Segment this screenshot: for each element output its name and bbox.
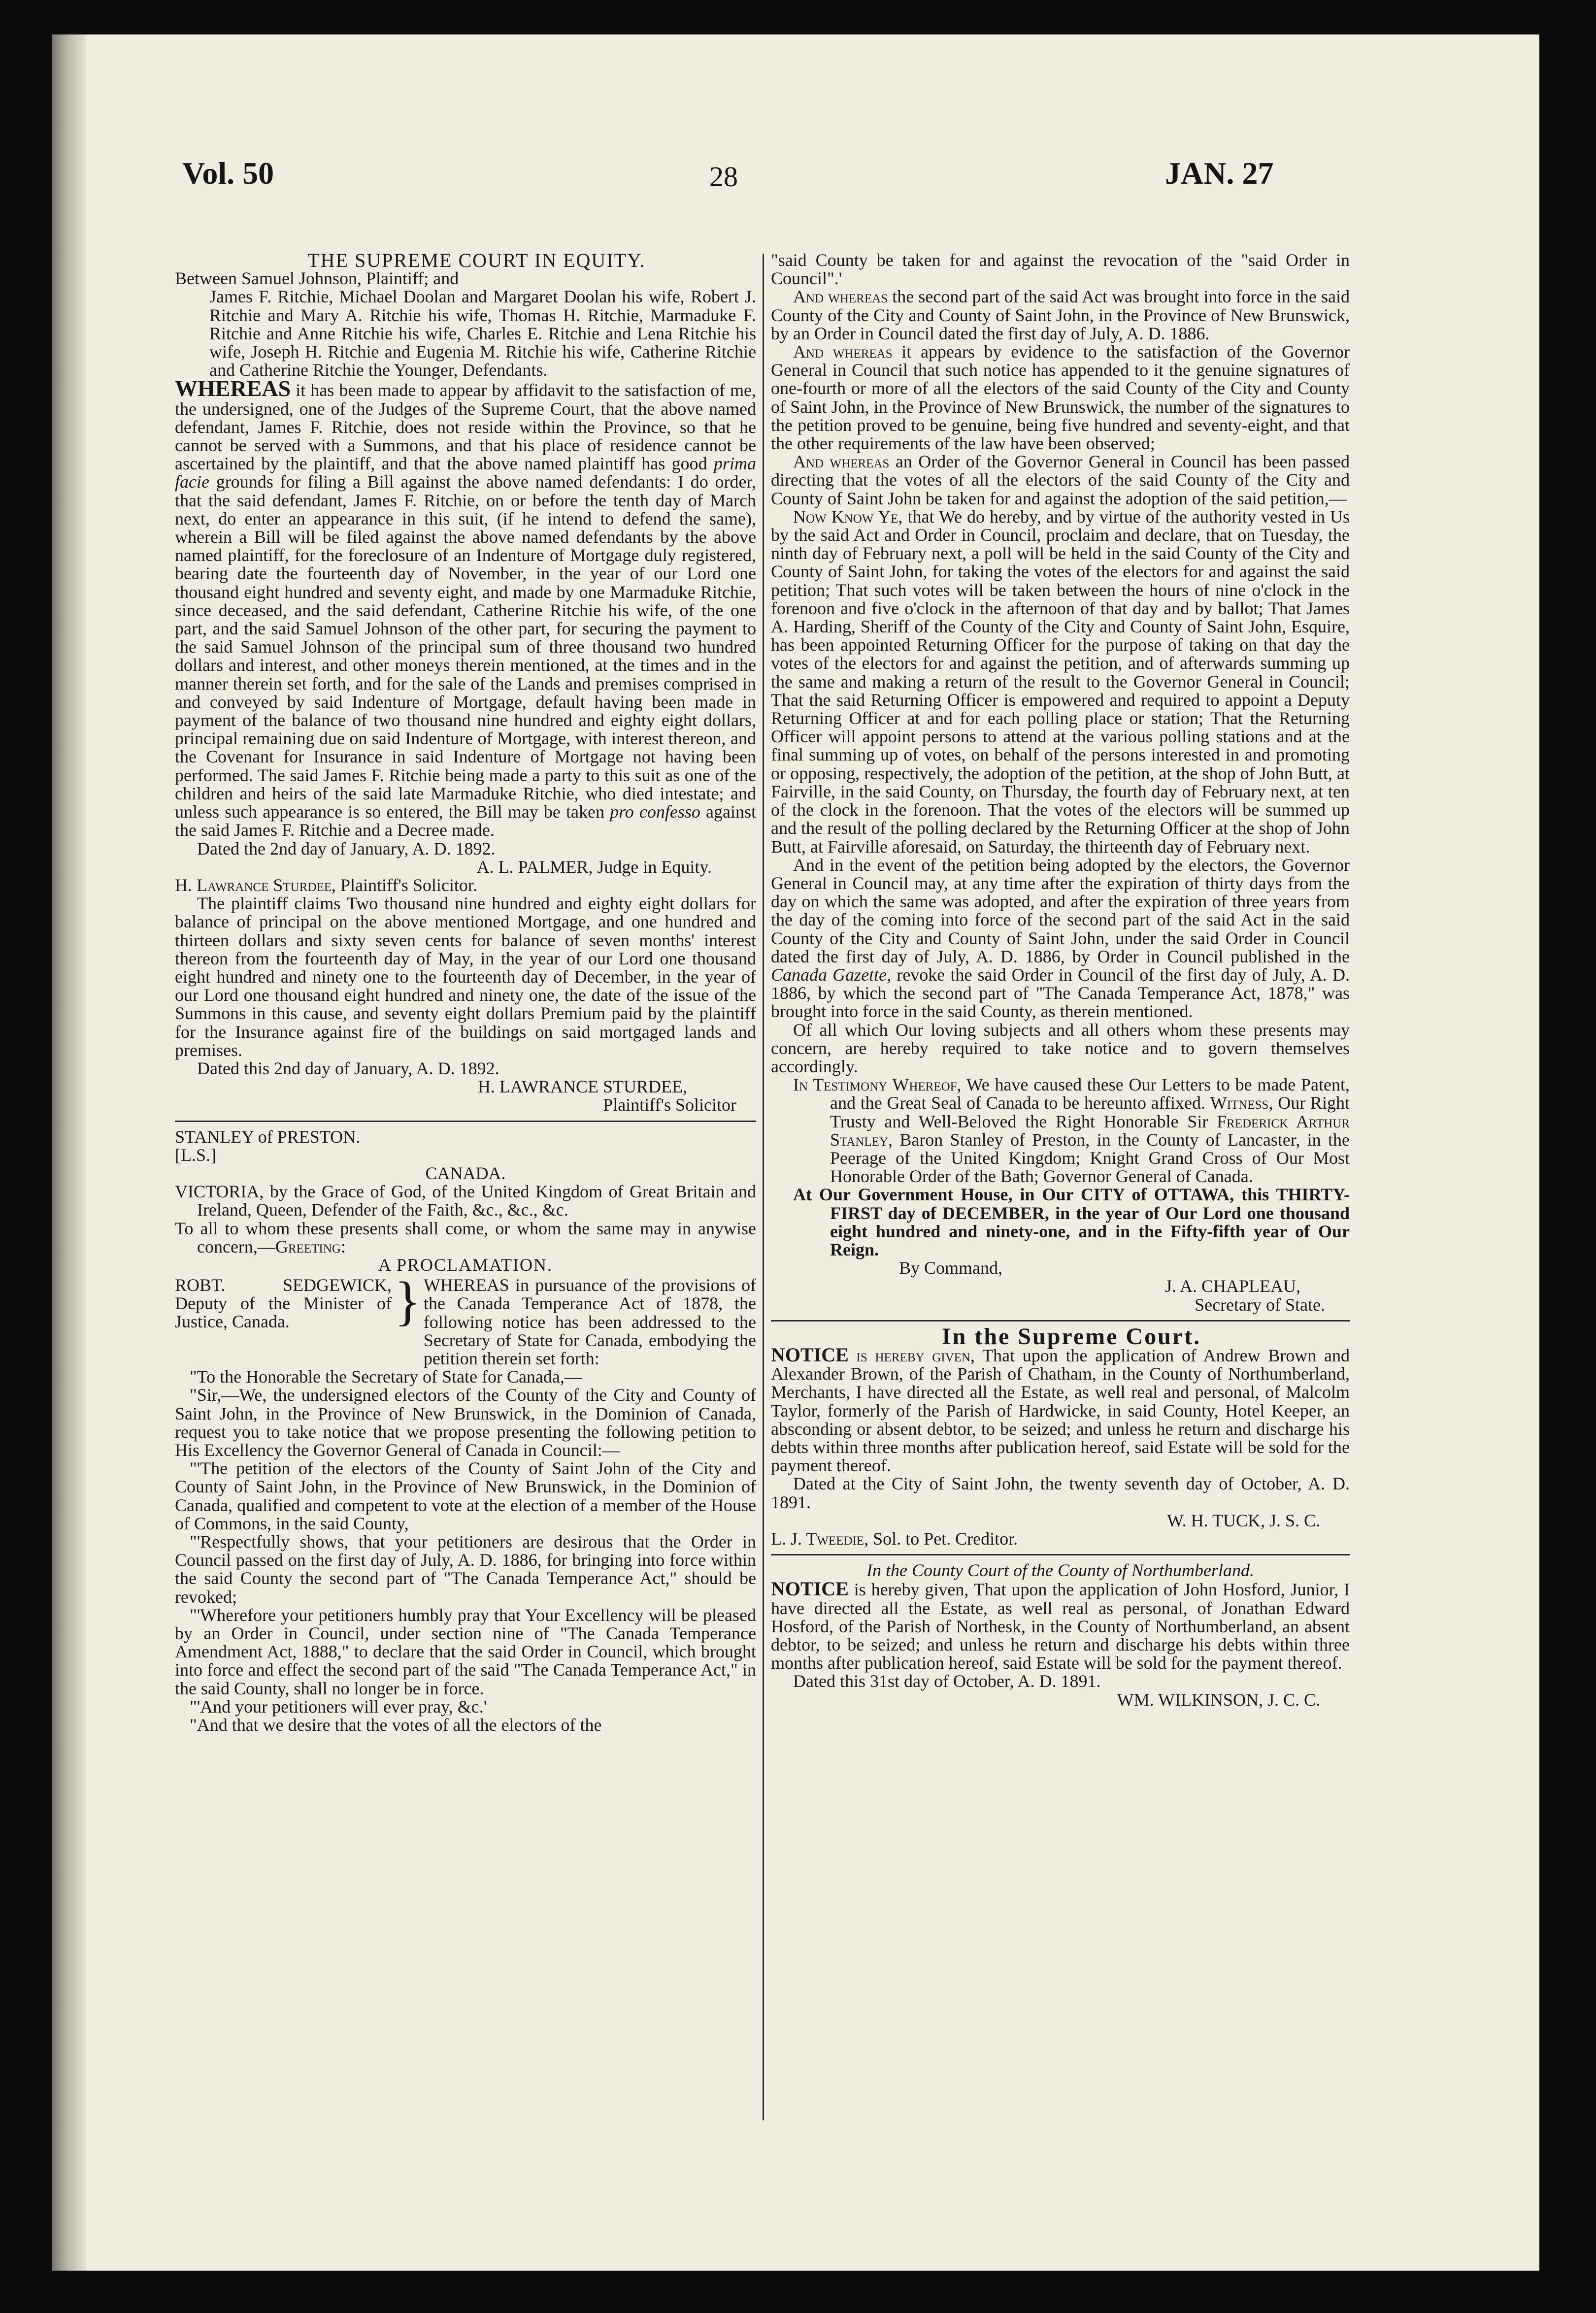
petition-line: "And that we desire that the votes of all the electors of the	[190, 1715, 602, 1735]
deputy-minister-block: ROBT. SEDGEWICK, Deputy of the Minister of Justice, Canada.	[175, 1275, 392, 1332]
notice-given: is hereby given,	[856, 1345, 975, 1365]
now-know-ye	[771, 508, 1350, 856]
equity-court-title: THE SUPREME COURT IN EQUITY.	[307, 249, 646, 271]
left-column	[175, 251, 756, 1734]
paragraph-text: is hereby given, That upon the application of John Hosford, Junior, I have directed all the Estate, as well real as personal, of Jonathan Edward Hosford, of the Parish of Northesk, in the County of Northumberland, an absent debtor, to be seized; and unless he return and discharge his debts within three months after publication hereof, said Estate will be sold for the payment thereof.	[771, 1580, 1350, 1673]
lead-phrase: And whereas	[793, 452, 890, 472]
case-parties: Between Samuel Johnson, Plaintiff; and	[175, 268, 459, 289]
case-defendants: James F. Ritchie, Michael Doolan and Margaret Doolan his wife, Robert J. Ritchie and Mary A. Ritchie his wife, Thomas H. Ritchie, Marmaduke F. Ritchie and Anne Ritchie his wife, Charles E. Ritchie and Lena Ritchie his wife, Joseph H. Ritchie and Eugenia M. Ritchie his wife, Catherine Ritchie and Catherine Ritchie the Younger, Defendants.	[209, 287, 756, 380]
page-number: 28	[709, 161, 738, 193]
canada-heading: CANADA.	[425, 1163, 506, 1183]
tuck-signature: W. H. TUCK, J. S. C.	[1166, 1510, 1320, 1530]
petition-line: "'And your petitioners will ever pray, &c.'	[190, 1696, 487, 1717]
to-all-text: To all to whom these presents shall come, or whom the same may in anywise concern,—	[175, 1218, 756, 1256]
county-court-heading: In the County Court of the County of Northumberland.	[866, 1560, 1254, 1581]
proclamation-continued: "said County be taken for and against the revocation of the "said Order in Council".'	[771, 250, 1350, 289]
paragraph-text: it appears by evidence to the satisfaction of the Governor General in Council that such notice has appended to it the genuine signatures of one-fourth or more of all the electors of the said County of the City and County of Saint John, in the Province of New Brunswick, the number of the signatures to the petition proved to be genuine, being five hundred and seventy-eight, and that the other requirements of the law have been observed;	[771, 342, 1350, 454]
and-whereas-3	[771, 453, 1350, 508]
governor-name: Frederick Arthur Stanley,	[830, 1111, 1350, 1150]
paragraph-text: that We do hereby, and by virtue of the authority vested in Us by the said Act and Order in Council, proclaim and declare, that on Tuesday, the ninth day of February next, a poll will be held in the said County of the City and County of Saint John, for taking the votes of the electors for and against the said petition; That such votes will be taken between the hours of nine o'clock in the forenoon and five o'clock in the afternoon of that day and by ballot; That James A. Harding, Sheriff of the County of the City and County of Saint John, Esquire, has been appointed Returning Officer for the purpose of taking on that day the votes of the electors for and against the petition, and of afterwards summing up the same and making a return of the result to the Governor General in Council; That the said Returning Officer is empowered and required to appoint a Deputy Returning Officer at and for each polling place or station; That the Returning Officer will appoint persons to attend at the various polling stations and at the final summing up of votes, on behalf of the persons interested in and promoting or opposing, respectively, the adoption of the petition, at the shop of John Butt, at Fairville, in the said County, on Thursday, the fourth day of February next, at ten of the clock in the forenoon. That the votes of the electors will be summed up and the result of the polling declared by the Returning Officer at the shop of John Butt, at Fairville aforesaid, on Saturday, the thirteenth day of February next.	[771, 506, 1350, 857]
section-rule	[175, 1121, 756, 1122]
order-text-3: against the said James F. Ritchie and a Decree made.	[175, 802, 757, 840]
judge-signature: A. L. PALMER, Judge in Equity.	[476, 857, 712, 877]
notice1-dated: Dated at the City of Saint John, the twenty seventh day of October, A. D. 1891.	[771, 1474, 1350, 1512]
lead-phrase: Now Know Ye,	[793, 506, 903, 527]
stanley-heading: STANLEY of PRESTON.	[175, 1126, 361, 1147]
paragraph-text: Baron Stanley of Preston, in the County of Lancaster, in the Peerage of the United Kingdom; Knight Grand Cross of Our Most Honorable Order of the Bath; Governor General of Canada.	[830, 1129, 1350, 1187]
tweedie-role: Sol. to Pet. Creditor.	[873, 1529, 1018, 1549]
seal-mark: [L.S.]	[175, 1145, 216, 1165]
paragraph-text: an Order of the Governor General in Council has been passed directing that the votes of all the electors of the said County of the City and County of Saint John be taken for and against the adoption of the said petition,—	[771, 452, 1350, 508]
wilkinson-signature: WM. WILKINSON, J. C. C.	[1117, 1689, 1320, 1710]
greeting: Greeting:	[275, 1236, 346, 1256]
chapleau-role: Secretary of State.	[1195, 1294, 1325, 1315]
notice-word: NOTICE	[771, 1578, 849, 1600]
paragraph-text: the second part of the said Act was brought into force in the said County of the City and County of Saint John, in the Province of New Brunswick, by an Order in Council dated the first day of July, A. D. 1886.	[771, 287, 1350, 343]
lead-phrase: And whereas	[793, 287, 888, 307]
tweedie-line	[771, 1530, 1350, 1548]
order-pro-confesso: pro confesso	[610, 802, 700, 822]
supreme-court-heading: In the Supreme Court.	[941, 1323, 1201, 1350]
and-whereas-2	[771, 343, 1350, 453]
testimony-paragraph	[771, 1076, 1350, 1186]
chapleau-name: J. A. CHAPLEAU,	[1164, 1276, 1300, 1296]
canada-gazette: Canada Gazette,	[771, 964, 892, 985]
claim-dated: Dated this 2nd day of January, A. D. 1892.	[197, 1058, 499, 1078]
equity-order	[175, 376, 757, 840]
revocation-paragraph	[771, 856, 1350, 1021]
tweedie-name: L. J. Tweedie,	[771, 1529, 869, 1549]
petition-line: "Sir,—We, the undersigned electors of the County of the City and County of Saint John, in the Province of New Brunswick, in the Dominion of Canada, request you to take notice that we propose presenting the following petition to His Excellency the Governor General of Canada in Council:—	[175, 1385, 756, 1460]
column-divider	[763, 254, 764, 2120]
county-notice	[771, 1580, 1350, 1672]
proclamation-whereas: WHEREAS in pursuance of the provisions of the Canada Temperance Act of 1878, the following notice has been addressed to the Secretary of State for Canada, embodying the petition therein set forth:	[423, 1275, 756, 1368]
solicitor-line	[175, 876, 756, 894]
government-house: At Our Government House, in Our CITY of OTTAWA, this THIRTY-FIRST day of DECEMBER, in the year of Our Lord one thousand eight hundred and ninety-one, and in the Fifty-fifth year of Our Reign.	[793, 1185, 1350, 1259]
petition-quote	[175, 1368, 756, 1734]
section-rule	[771, 1320, 1350, 1322]
order-text-1: it has been made to appear by affidavit to the satisfaction of me, the undersigned, one of the Judges of the Supreme Court, that the above named defendant, James F. Ritchie, does not reside within the Province, so that he cannot be served with a Summons, and that his place of residence cannot be ascertained by the plaintiff, and that the above named plaintiff has good	[175, 380, 756, 474]
brace-glyph: }	[395, 1271, 421, 1331]
petition-line: "'Respectfully shows, that your petitioners are desirous that the Order in Council passed on the first day of July, A. D. 1886, for bringing into force within the said County the second part of "The Canada Temperance Act," should be revoked;	[175, 1532, 756, 1607]
newspaper-page	[52, 34, 1539, 2271]
plaintiff-claim: The plaintiff claims Two thousand nine hundred and eighty eight dollars for balance of principal on the above mentioned Mortgage, and one hundred and thirteen dollars and sixty seven cents for balance of seven months' interest thereon from the fourteenth day of May, in the year of our Lord one thousand eight hundred and ninety one to the fourteenth day of December, in the year of our Lord one thousand eight hundred and ninety one, the date of the issue of the Summons in this cause, and seventy eight dollars Premium paid by the plaintiff for the Insurance against fire of the buildings on said mortgaged lands and premises.	[175, 893, 756, 1060]
supreme-notice	[771, 1343, 1350, 1476]
paragraph-text: We have caused these Our Letters to be made Patent, and the Great Seal of Canada to be hereunto affixed.	[830, 1075, 1350, 1113]
and-whereas-1	[771, 288, 1350, 343]
page-edge-shadow	[52, 34, 86, 2271]
victoria-intro: VICTORIA, by the Grace of God, of the United Kingdom of Great Britain and Ireland, Queen, Defender of the Faith, &c., &c., &c.	[175, 1182, 756, 1220]
solicitor-name: H. Lawrance Sturdee,	[175, 875, 336, 895]
petition-line: "To the Honorable the Secretary of State for Canada,—	[190, 1367, 582, 1387]
order-dated: Dated the 2nd day of January, A. D. 1892.	[197, 838, 496, 859]
to-all-whom	[175, 1220, 756, 1256]
right-column	[771, 251, 1350, 1709]
paragraph-text: Our Right Trusty and Well-Beloved the Right Honorable Sir	[830, 1093, 1350, 1131]
claim-signature-name: H. LAWRANCE STURDEE,	[477, 1077, 687, 1097]
section-rule	[771, 1554, 1350, 1555]
notice-word: NOTICE	[771, 1343, 849, 1366]
proclamation-heading: A PROCLAMATION.	[378, 1255, 553, 1275]
order-prima-facie: prima facie	[175, 454, 756, 492]
paragraph-text: And in the event of the petition being adopted by the electors, the Governor General in Council may, at any time after the expiration of thirty days from the day on which the same was adopted, and after the expiration of three years from the day of the coming into force of the second part of the said Act in the said County of the City and County of Saint John, under the said Order in Council dated the first day of July, A. D. 1886, by Order in Council published in the	[771, 855, 1350, 966]
claim-signature-role: Plaintiff's Solicitor	[603, 1095, 736, 1115]
petition-line: "'The petition of the electors of the County of Saint John of the City and County of Saint John, in the Province of New Brunswick, in the Dominion of Canada, qualified and competent to vote at the election of a member of the House of Commons, in the said County,	[175, 1458, 756, 1533]
proclamation-opening	[175, 1271, 756, 1368]
by-command: By Command,	[899, 1258, 1003, 1278]
lead-phrase: In Testimony Whereof,	[793, 1075, 962, 1095]
volume-number: Vol. 50	[182, 156, 274, 191]
paragraph-text: That upon the application of Andrew Brown and Alexander Brown, of the Parish of Chatham, in the County of Northumberland, Merchants, I have directed all the Estate, as well real and personal, of Malcolm Taylor, formerly of the Parish of Hardwicke, in said County, Hotel Keeper, an absconding or absent debtor, to be seized; and unless he return and discharge his debts within three months after publication hereof, said Estate will be sold for the payment thereof.	[771, 1345, 1350, 1476]
notice-to-subjects: Of all which Our loving subjects and all others whom these presents may concern, are hereby required to take notice and to govern themselves accordingly.	[771, 1020, 1350, 1076]
witness-word: Witness,	[1210, 1093, 1273, 1113]
petition-line: "'Wherefore your petitioners humbly pray that Your Excellency will be pleased by an Order in Council, under section nine of "The Canada Temperance Amendment Act, 1888," to declare that the said Order in Council, which brought into force and effect the second part of the said "The Canada Temperance Act," in the said County, shall no longer be in force.	[175, 1605, 756, 1698]
paragraph-text: revoke the said Order in Council of the first day of July, A. D. 1886, by which the second part of "The Canada Temperance Act, 1878," was brought into force in the said County, as therein mentioned.	[771, 964, 1350, 1022]
lead-phrase: And whereas	[793, 342, 893, 362]
issue-date: JAN. 27	[1165, 156, 1274, 191]
solicitor-role: Plaintiff's Solicitor.	[340, 875, 477, 895]
order-text-2: grounds for filing a Bill against the above named defendants: I do order, that the said defendant, James F. Ritchie, on or before the tenth day of March next, do enter an appearance in this suit, (if he intend to defend the same), wherein a Bill will be filed against the above named defendants by the above named plaintiff, for the foreclosure of an Indenture of Mortgage duly registered, bearing date the fourteenth day of November, in the year of our Lord one thousand eight hundred and seventy eight, and made by one Marmaduke Ritchie, since deceased, and the said defendant, Catherine Ritchie his wife, of the one part, and the said Samuel Johnson of the other part, for securing the payment to the said Samuel Johnson of the principal sum of three thousand two hundred dollars and interest, and other moneys therein mentioned, at the times and in the manner therein set forth, and for the sale of the Lands and premises comprised in and conveyed by said Indenture of Mortgage, default having been made in payment of the balance of two thousand nine hundred and eighty eight dollars, principal remaining due on said Indenture of Mortgage, with interest thereon, and the Covenant for Insurance in said Indenture of Mortgage not having been performed. The said James F. Ritchie being made a party to this suit as one of the children and heirs of the said late Marmaduke Ritchie, who died intestate; and unless such appearance is so entered, the Bill may be taken	[175, 472, 756, 822]
notice2-dated: Dated this 31st day of October, A. D. 1891.	[793, 1671, 1101, 1691]
whereas-word: WHEREAS	[175, 376, 291, 401]
